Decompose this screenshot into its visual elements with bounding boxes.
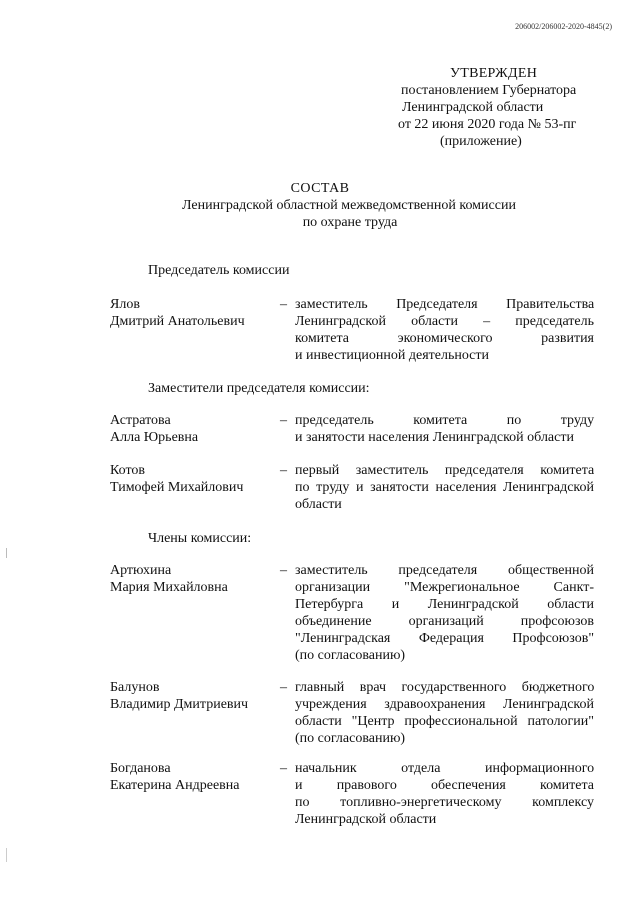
- member-name: [110, 412, 280, 446]
- approval-line: постановлением Губернатора: [401, 83, 577, 98]
- position-line: по топливно-энергетическому комплексу: [295, 795, 594, 810]
- approval-line: (приложение): [440, 134, 522, 149]
- position-line: и правового обеспечения комитета: [295, 778, 594, 793]
- member-given-name: Тимофей Михайлович: [110, 480, 244, 495]
- document-id: 206002/206002-2020-4845(2): [515, 22, 612, 31]
- position-line: и инвестиционной деятельности: [295, 348, 489, 363]
- section-heading-members: Члены комиссии:: [148, 531, 252, 546]
- position-line: заместитель Председателя Правительства: [295, 297, 595, 312]
- member-position: [295, 679, 594, 747]
- position-line: Ленинградской области – председатель: [295, 314, 595, 329]
- section-heading-chair: Председатель комиссии: [148, 263, 290, 278]
- member-position: [295, 562, 594, 664]
- approval-title: УТВЕРЖДЕН: [450, 66, 538, 81]
- member-given-name: Владимир Дмитриевич: [110, 697, 249, 712]
- member-dash: –: [280, 761, 287, 776]
- member-dash: –: [280, 463, 287, 478]
- member-position: [295, 462, 594, 513]
- member-name: [110, 562, 280, 596]
- position-line: (по согласованию): [295, 648, 406, 663]
- approval-line: Ленинградской области: [402, 100, 544, 115]
- member-surname: Балунов: [110, 680, 160, 695]
- position-line: объединение организаций профсоюзов: [295, 614, 595, 629]
- member-name: [110, 679, 280, 713]
- position-line: Ленинградской области: [295, 812, 437, 827]
- member-surname: Богданова: [110, 761, 171, 776]
- position-line: "Ленинградская Федерация Профсоюзов": [295, 631, 595, 646]
- member-given-name: Екатерина Андреевна: [110, 778, 240, 793]
- approval-line: от 22 июня 2020 года № 53-пг: [398, 117, 577, 132]
- member-surname: Артюхина: [110, 563, 172, 578]
- member-dash: –: [280, 297, 287, 312]
- scan-edge-mark: [6, 848, 7, 862]
- member-name: [110, 462, 280, 496]
- document-heading: [0, 180, 640, 231]
- document-subtitle: по охране труда: [302, 215, 398, 230]
- member-name: [110, 760, 280, 794]
- member-name: [110, 296, 280, 330]
- position-line: (по согласованию): [295, 731, 406, 746]
- member-given-name: Алла Юрьевна: [110, 430, 199, 445]
- member-given-name: Дмитрий Анатольевич: [110, 314, 245, 329]
- member-surname: Котов: [110, 463, 145, 478]
- member-dash: –: [280, 413, 287, 428]
- position-line: организации "Межрегиональное Санкт-: [295, 580, 594, 595]
- position-line: по труду и занятости населения Ленинградской: [295, 480, 594, 495]
- position-line: комитета экономического развития: [295, 331, 594, 346]
- member-dash: –: [280, 680, 287, 695]
- position-line: председатель комитета по труду: [295, 413, 595, 428]
- scan-edge-mark: [6, 548, 7, 558]
- position-line: первый заместитель председателя комитета: [295, 463, 595, 478]
- position-line: области: [295, 497, 342, 512]
- member-surname: Астратова: [110, 413, 171, 428]
- position-line: области "Центр профессиональной патологии": [295, 714, 594, 729]
- position-line: Петербурга и Ленинградской области: [295, 597, 594, 612]
- document-title: СОСТАВ: [290, 181, 350, 196]
- document-subtitle: Ленинградской областной межведомственной комиссии: [182, 198, 516, 213]
- member-position: [295, 296, 594, 364]
- position-line: начальник отдела информационного: [295, 761, 595, 776]
- member-given-name: Мария Михайловна: [110, 580, 228, 595]
- position-line: и занятости населения Ленинградской области: [295, 430, 574, 445]
- member-position: [295, 412, 594, 446]
- member-position: [295, 760, 594, 828]
- member-surname: Ялов: [110, 297, 140, 312]
- position-line: учреждения здравоохранения Ленинградской: [295, 697, 594, 712]
- position-line: главный врач государственного бюджетного: [295, 680, 595, 695]
- approval-stamp: [398, 65, 588, 150]
- member-dash: –: [280, 563, 287, 578]
- section-heading-deputies: Заместители председателя комиссии:: [148, 381, 370, 396]
- position-line: заместитель председателя общественной: [295, 563, 594, 578]
